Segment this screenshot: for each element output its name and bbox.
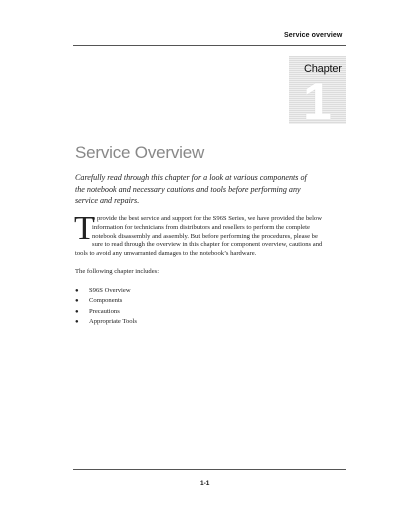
- list-item: [75, 296, 137, 306]
- footer-rule: [73, 469, 346, 470]
- bullet-icon: ●: [75, 318, 79, 325]
- body-line: sure to read through the overview in this chapter for component overview, cautions and: [92, 241, 323, 249]
- list-item: [75, 307, 137, 317]
- bullet-icon: ●: [75, 288, 79, 294]
- body-line: information for technicians from distributors and resellers to perform the complete: [92, 223, 310, 231]
- chapter-title: Service Overview: [75, 143, 205, 162]
- body-line: tools to avoid any unwarranted damages to the notebook’s hardware.: [75, 250, 257, 258]
- list-item-label: Components: [89, 297, 123, 305]
- body-line: o provide the best service and support for the S96S Series, we have provided the below: [92, 215, 322, 222]
- intro-line: service and repairs.: [75, 196, 140, 205]
- list-item-label: Precautions: [89, 307, 120, 315]
- chapter-number: 1: [303, 73, 332, 131]
- chapter-label: Chapter: [304, 63, 342, 75]
- list-item: [75, 286, 137, 296]
- list-intro: The following chapter includes:: [75, 268, 160, 275]
- body-paragraph: [75, 215, 345, 259]
- bullet-icon: ●: [75, 298, 79, 305]
- intro-paragraph: [75, 172, 307, 207]
- list-item: [75, 317, 137, 327]
- list-item-label: S96S Overview: [89, 287, 131, 294]
- header-rule: [73, 45, 346, 46]
- intro-line: the notebook and necessary cautions and tools before performing any: [75, 184, 301, 194]
- intro-line: Carefully read through this chapter for a look at various components of: [75, 173, 307, 182]
- chapter-contents-list: [75, 286, 137, 327]
- bullet-icon: ●: [75, 308, 79, 315]
- body-line: notebook disassembly and assembly. But before performing the procedures, please be: [92, 232, 318, 240]
- running-header: Service overview: [284, 32, 343, 39]
- page-number: 1-1: [200, 480, 210, 487]
- drop-cap: T: [74, 210, 95, 247]
- list-item-label: Appropriate Tools: [89, 317, 137, 325]
